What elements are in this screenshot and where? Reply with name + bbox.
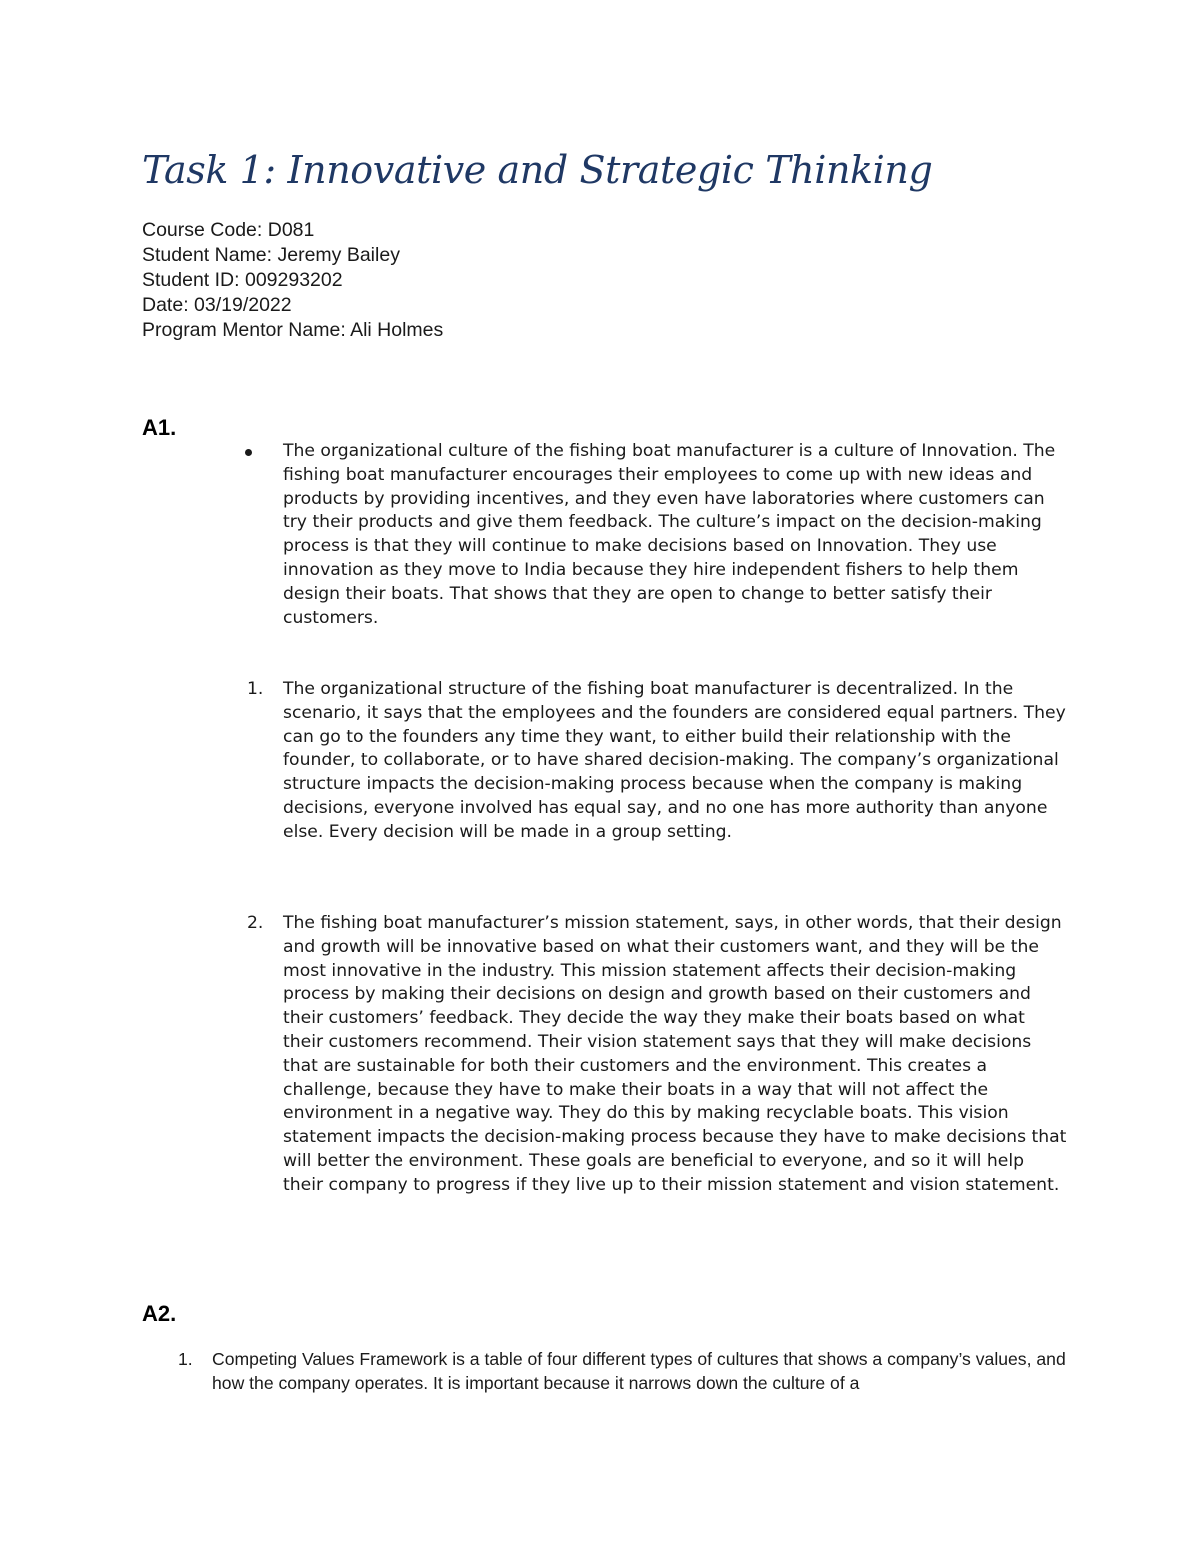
mentor-line: Program Mentor Name: Ali Holmes: [142, 319, 444, 341]
list-marker-1: 1.: [247, 679, 264, 699]
student-id-line: Student ID: 009293202: [142, 269, 343, 291]
a2-paragraph-framework: Competing Values Framework is a table of four different types of cultures that shows a company’s values, and how the company operates. It is important because it narrows down the culture of a: [212, 1349, 1066, 1393]
a1-paragraph-structure: The organizational structure of the fishing boat manufacturer is decentralized. In the scenario, it says that the employees and the founders are considered equal partners. They can go to the founders any time they want, to either build their relationship with the founder, to collaborate, or to have shared decision-making. The company’s organizational structure impacts the decision-making process because when the company is making decisions, everyone involved has equal say, and no one has more authority than anyone else. Every decision will be made in a group setting.: [283, 679, 1066, 842]
bullet-marker: [245, 449, 252, 456]
list-marker-2: 2.: [247, 913, 264, 933]
date-line: Date: 03/19/2022: [142, 294, 292, 316]
a2-list-marker-1: 1.: [178, 1349, 193, 1369]
a1-paragraph-culture: The organizational culture of the fishing boat manufacturer is a culture of Innovation. The fishing boat manufacturer encourages their employees to come up with new ideas and products by providing incentives, and they even have laboratories where customers can try their products and give them feedback. The culture’s impact on the decision-making process is that they will continue to make decisions based on Innovation. They use innovation as they move to India because they hire independent fishers to help them design their boats. That shows that they are open to change to better satisfy their customers.: [283, 441, 1056, 628]
section-heading-a2: A2.: [142, 1301, 177, 1326]
section-heading-a1: A1.: [142, 415, 177, 440]
student-name-line: Student Name: Jeremy Bailey: [142, 244, 400, 266]
document-meta-block: [142, 218, 443, 343]
document-title: Task 1: Innovative and Strategic Thinking: [142, 148, 933, 192]
course-code-line: Course Code: D081: [142, 219, 315, 241]
a1-paragraph-mission: The fishing boat manufacturer’s mission statement, says, in other words, that their design and growth will be innovative based on what their customers want, and they will be the most innovative in the industry. This mission statement affects their decision-making process by making their decisions on design and growth based on their customers and their customers’ feedback. They decide the way they make their boats based on what their customers recommend. Their vision statement says that they will make decisions that are sustainable for both their customers and the environment. This creates a challenge, because they have to make their boats in a way that will not affect the environment in a negative way. They do this by making recyclable boats. This vision statement impacts the decision-making process because they have to make decisions that will better the environment. These goals are beneficial to everyone, and so it will help their company to progress if they live up to their mission statement and vision statement.: [283, 913, 1067, 1195]
